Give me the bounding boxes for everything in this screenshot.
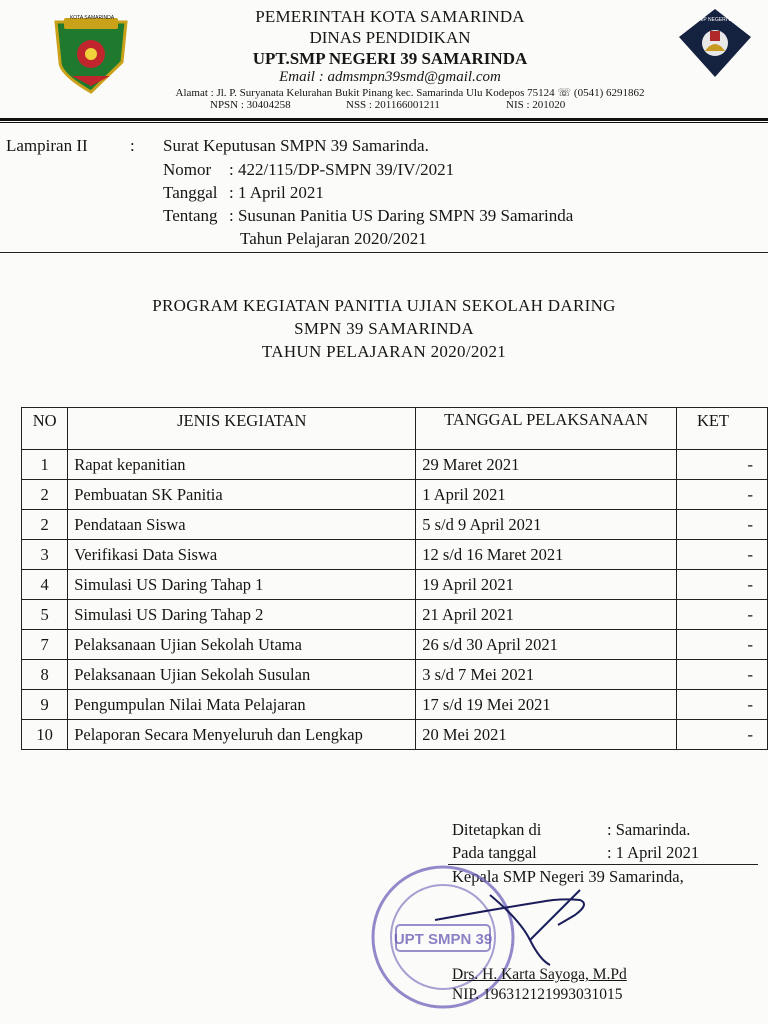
row-ket: - (676, 540, 767, 570)
row-tanggal: 12 s/d 16 Maret 2021 (416, 540, 677, 570)
table-row (22, 720, 768, 750)
row-kegiatan: Pelaporan Secara Menyeluruh dan Lengkap (68, 720, 416, 750)
row-no: 3 (22, 540, 68, 570)
row-no: 1 (22, 450, 68, 480)
row-kegiatan: Pengumpulan Nilai Mata Pelajaran (68, 690, 416, 720)
tentang-label: Tentang (163, 206, 218, 225)
pada-tanggal-label: Pada tanggal (452, 843, 537, 862)
jabatan: Kepala SMP Negeri 39 Samarinda, (452, 867, 684, 886)
header-tanggal: TANGGAL PELAKSANAAN (416, 408, 677, 450)
row-kegiatan: Simulasi US Daring Tahap 2 (68, 600, 416, 630)
tentang-continuation: Tahun Pelajaran 2020/2021 (240, 229, 427, 248)
table-header-row (22, 408, 768, 450)
row-tanggal: 3 s/d 7 Mei 2021 (416, 660, 677, 690)
row-ket: - (676, 450, 767, 480)
row-ket: - (676, 630, 767, 660)
row-kegiatan: Pelaksanaan Ujian Sekolah Utama (68, 630, 416, 660)
header-email: Email : admsmpn39smd@gmail.com (279, 69, 501, 85)
table-row (22, 510, 768, 540)
ditetapkan-label: Ditetapkan di (452, 820, 542, 839)
row-no: 10 (22, 720, 68, 750)
header-line2: DINAS PENDIDIKAN (309, 28, 471, 47)
row-no: 8 (22, 660, 68, 690)
tanggal-value: : 1 April 2021 (229, 183, 324, 202)
tentang-value: : Susunan Panitia US Daring SMPN 39 Samarinda (229, 206, 574, 225)
lampiran-colon: : (130, 136, 135, 155)
lampiran-surat: Surat Keputusan SMPN 39 Samarinda. (163, 136, 429, 155)
pada-tanggal-value: : 1 April 2021 (607, 843, 700, 862)
table-row (22, 630, 768, 660)
row-ket: - (676, 720, 767, 750)
row-kegiatan: Verifikasi Data Siswa (68, 540, 416, 570)
row-kegiatan: Pendataan Siswa (68, 510, 416, 540)
header-address: Alamat : Jl. P. Suryanata Kelurahan Bukit Pinang kec. Samarinda Ulu Kodepos 75124 ☏ (0541) 6291862 (175, 87, 645, 99)
header-school-name: UPT.SMP NEGERI 39 SAMARINDA (252, 49, 528, 68)
ditetapkan-value: : Samarinda. (607, 820, 691, 839)
row-tanggal: 20 Mei 2021 (416, 720, 677, 750)
program-table (21, 407, 768, 750)
nomor-value: : 422/115/DP-SMPN 39/IV/2021 (229, 160, 455, 179)
row-kegiatan: Simulasi US Daring Tahap 1 (68, 570, 416, 600)
row-no: 2 (22, 510, 68, 540)
nomor-label: Nomor (163, 160, 212, 179)
row-ket: - (676, 510, 767, 540)
section-rule (0, 252, 768, 253)
logo-right-text: SMP NEGERI 39 (695, 17, 735, 23)
row-no: 7 (22, 630, 68, 660)
document-year: TAHUN PELAJARAN 2020/2021 (261, 342, 507, 361)
row-tanggal: 19 April 2021 (416, 570, 677, 600)
row-kegiatan: Rapat kepanitian (68, 450, 416, 480)
header-rule-thin (0, 122, 768, 123)
row-no: 2 (22, 480, 68, 510)
row-ket: - (676, 690, 767, 720)
row-tanggal: 21 April 2021 (416, 600, 677, 630)
header-ket: KET (676, 408, 767, 450)
nis: NIS : 201020 (506, 99, 566, 111)
row-tanggal: 17 s/d 19 Mei 2021 (416, 690, 677, 720)
table-row (22, 570, 768, 600)
lampiran-label: Lampiran II (6, 136, 88, 155)
table-row (22, 480, 768, 510)
table-row (22, 450, 768, 480)
row-no: 9 (22, 690, 68, 720)
document-subtitle: SMPN 39 SAMARINDA (294, 319, 474, 338)
nss: NSS : 201166001211 (346, 99, 440, 111)
row-tanggal: 5 s/d 9 April 2021 (416, 510, 677, 540)
handwritten-signature (430, 880, 610, 970)
header-line1: PEMERINTAH KOTA SAMARINDA (255, 7, 525, 26)
signatory-name: Drs. H. Karta Sayoga, M.Pd (452, 966, 627, 983)
table-row (22, 540, 768, 570)
row-tanggal: 26 s/d 30 April 2021 (416, 630, 677, 660)
row-tanggal: 29 Maret 2021 (416, 450, 677, 480)
logo-left-text: KOTA SAMARINDA (69, 15, 115, 21)
header-kegiatan: JENIS KEGIATAN (68, 408, 416, 450)
header-rule-thick (0, 118, 768, 121)
table-row (22, 600, 768, 630)
document-title: PROGRAM KEGIATAN PANITIA UJIAN SEKOLAH DARING (152, 296, 616, 315)
row-kegiatan: Pelaksanaan Ujian Sekolah Susulan (68, 660, 416, 690)
row-ket: - (676, 660, 767, 690)
tanggal-label: Tanggal (163, 183, 218, 202)
row-ket: - (676, 600, 767, 630)
row-ket: - (676, 480, 767, 510)
npsn: NPSN : 30404258 (210, 99, 291, 111)
header-no: NO (22, 408, 68, 450)
row-ket: - (676, 570, 767, 600)
row-no: 5 (22, 600, 68, 630)
row-kegiatan: Pembuatan SK Panitia (68, 480, 416, 510)
table-row (22, 660, 768, 690)
row-no: 4 (22, 570, 68, 600)
row-tanggal: 1 April 2021 (416, 480, 677, 510)
signatory-nip: NIP. 196312121993031015 (452, 986, 623, 1003)
table-row (22, 690, 768, 720)
samarinda-city-emblem (50, 14, 132, 94)
stamp-text: UPT SMPN 39 (393, 931, 493, 948)
